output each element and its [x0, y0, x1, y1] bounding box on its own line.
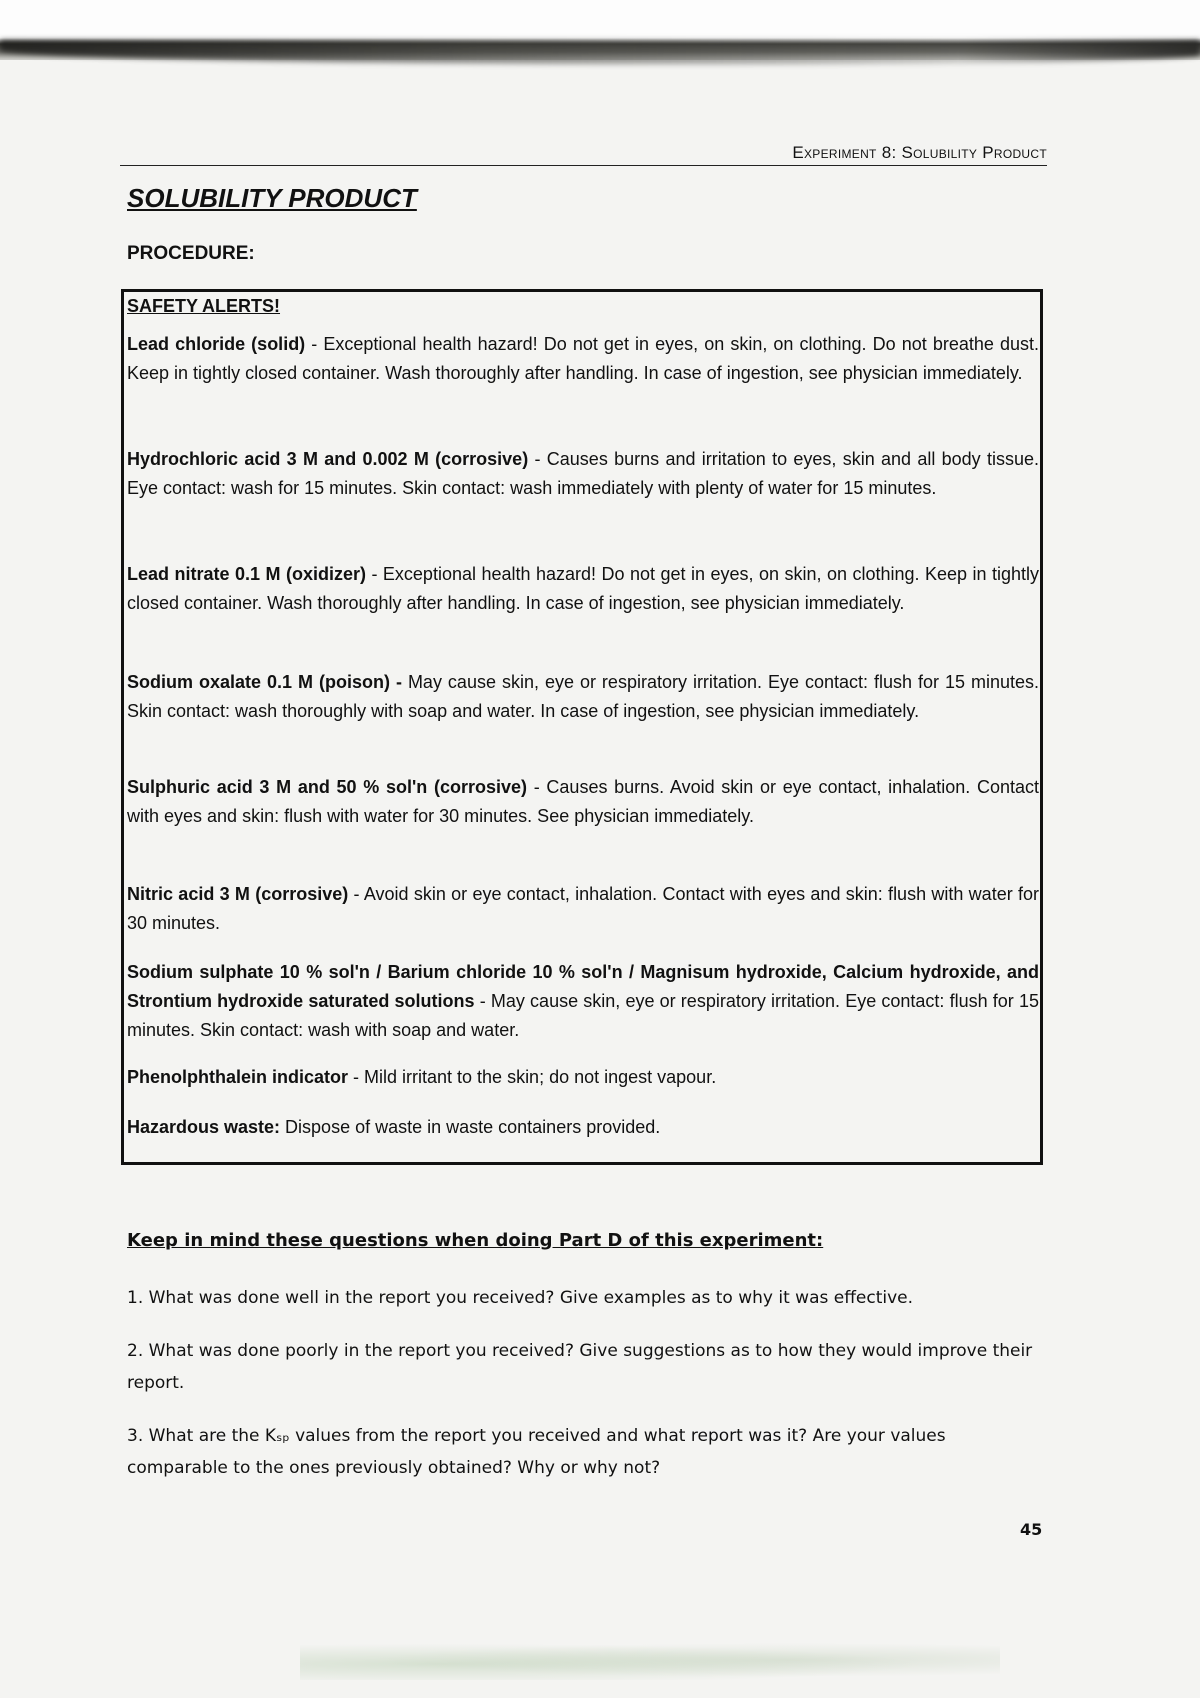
- safety-alert-phenolphthalein: [127, 1063, 1039, 1092]
- alert-text: - Causes burns and irritation to eyes, skin and all body tissue. Eye contact: wash for 15 minutes. Skin contact: wash immediately with plenty of water for 15 minutes.: [127, 449, 1040, 498]
- alert-text: - Mild irritant to the skin; do not ingest vapour.: [348, 1067, 717, 1087]
- alert-text: - Exceptional health hazard! Do not get in eyes, on skin, on clothing. Keep in tightly closed container. Wash thoroughly after handling. In case of ingestion, see physician immediately.: [127, 564, 1039, 613]
- running-header: Experiment 8: Solubility Product: [792, 143, 1047, 162]
- scan-shadow-top: [0, 0, 1200, 60]
- safety-alert-sodium-sulphate: [127, 958, 1039, 1045]
- alert-chemical-name: Sodium oxalate 0.1 M (poison) -: [127, 672, 402, 692]
- alert-text: - Exceptional health hazard! Do not get in eyes, on skin, on clothing. Do not breathe dust. Keep in tightly closed container. Wash thoroughly after handling. In case of ingestion, see physician immediately.: [127, 334, 1039, 383]
- scan-smudge-bottom: [300, 1640, 1000, 1680]
- question-item: 3. What are the Kₛₚ values from the report you received and what report was it? Are your values comparable to the ones previously obtained? Why or why not?: [127, 1426, 946, 1478]
- alert-chemical-name: Nitric acid 3 M (corrosive): [127, 884, 349, 904]
- safety-alert-lead-chloride: [127, 330, 1039, 388]
- safety-alert-sulphuric-acid: [127, 773, 1039, 831]
- procedure-heading: PROCEDURE:: [127, 243, 255, 264]
- safety-alert-hydrochloric-acid: [127, 445, 1039, 503]
- alert-chemical-name: Lead chloride (solid): [127, 334, 306, 354]
- alert-text: - Avoid skin or eye contact, inhalation. Contact with eyes and skin: flush with water for 30 minutes.: [127, 884, 1040, 933]
- alert-chemical-name: Sulphuric acid 3 M and 50 % sol'n (corrosive): [127, 777, 528, 797]
- page-number: 45: [1020, 1520, 1043, 1539]
- header-divider: [120, 165, 1047, 166]
- safety-alert-lead-nitrate: [127, 560, 1039, 618]
- alert-chemical-name: Lead nitrate 0.1 M (oxidizer): [127, 564, 366, 584]
- alert-chemical-name: Sodium sulphate 10 % sol'n / Barium chloride 10 % sol'n / Magnisum hydroxide, Calcium hydroxide, and Strontium hydroxide saturated solutions: [127, 962, 1039, 1011]
- safety-alert-nitric-acid: [127, 880, 1039, 938]
- safety-alert-hazardous-waste: [127, 1113, 1039, 1142]
- question-item: 2. What was done poorly in the report you received? Give suggestions as to how they would improve their report.: [127, 1341, 1033, 1393]
- page-title: SOLUBILITY PRODUCT: [127, 183, 417, 213]
- alert-chemical-name: Phenolphthalein indicator: [127, 1067, 349, 1087]
- alert-chemical-name: Hazardous waste:: [127, 1117, 281, 1137]
- alert-text: - Causes burns. Avoid skin or eye contact, inhalation. Contact with eyes and skin: flush with water for 30 minutes. See physician immediately.: [127, 777, 1039, 826]
- questions-heading: Keep in mind these questions when doing Part D of this experiment:: [127, 1230, 824, 1251]
- safety-alert-sodium-oxalate: [127, 668, 1039, 726]
- question-item: 1. What was done well in the report you received? Give examples as to why it was effective.: [127, 1288, 914, 1308]
- alert-text: May cause skin, eye or respiratory irritation. Eye contact: flush for 15 minutes. Skin contact: wash thoroughly with soap and water. In case of ingestion, see physician immediately.: [127, 672, 1039, 721]
- alert-text: Dispose of waste in waste containers provided.: [280, 1117, 661, 1137]
- alert-text: - May cause skin, eye or respiratory irritation. Eye contact: flush for 15 minutes. Skin contact: wash with soap and water.: [127, 991, 1039, 1040]
- safety-alerts-heading: SAFETY ALERTS!: [127, 296, 281, 316]
- alert-chemical-name: Hydrochloric acid 3 M and 0.002 M (corrosive): [127, 449, 529, 469]
